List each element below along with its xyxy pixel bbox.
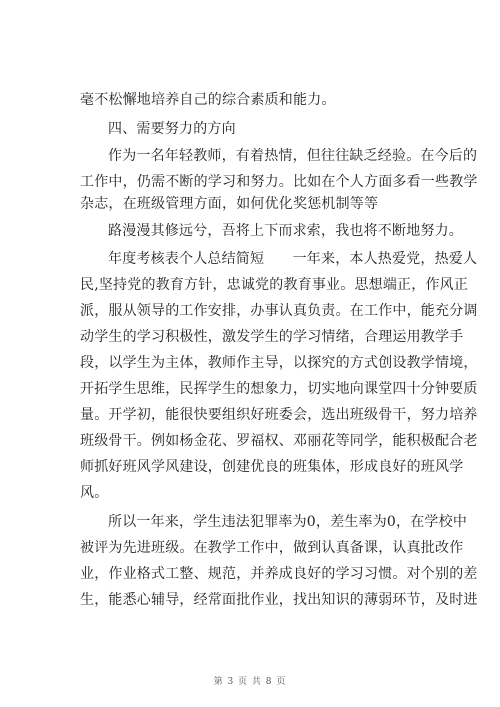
text-line-3: 作为一名年轻教师，有着热情，但往往缺乏经验。在今后的 [108,148,478,164]
text-line-13: 量。开学初，能很快要组织好班委会，选出班级骨干，努力培养 [80,407,478,423]
page-number-footer: 第 3 页 共 8 页 [213,677,287,687]
text-line-11: 段，以学生为主体，教师作主导，以探究的方式创设教学情境， [80,355,478,371]
text-line-8: 民,坚持党的教育方针，忠诚党的教育事业。思想端正，作风正 [80,277,469,293]
text-line-1: 毫不松懈地培养自己的综合素质和能力。 [80,92,336,108]
text-line-19: 业，作业格式工整、规范，并养成良好的学习习惯。对个别的差 [80,566,478,582]
text-line-17: 所以一年来，学生违法犯罪率为0，差生率为0，在学校中 [108,514,468,530]
text-line-16: 风。 [80,485,109,501]
text-line-4: 工作中，仍需不断的学习和努力。比如在个人方面多看一些教学 [80,174,478,190]
text-line-14: 班级骨干。例如杨金花、罗福权、邓丽花等同学，能积极配合老 [80,433,478,449]
text-line-20: 生，能悉心辅导，经常面批作业，找出知识的薄弱环节，及时进 [80,592,478,608]
text-line-15: 师抓好班风学风建设，创建优良的班集体，形成良好的班风学 [80,459,464,475]
text-line-12: 开拓学生思维，民挥学生的想象力，切实地向课堂四十分钟要质 [80,381,478,397]
text-line-5: 杂志，在班级管理方面，如何优化奖惩机制等等 [80,196,379,212]
text-line-9: 派，服从领导的工作安排，办事认真负责。在工作中，能充分调 [80,303,478,319]
text-line-7: 年度考核表个人总结简短 一年来，本人热爱党，热爱人 [108,251,478,267]
text-line-10: 动学生的学习积极性，激发学生的学习情绪，合理运用教学手 [80,329,464,345]
section-heading: 四、需要努力的方向 [108,121,236,137]
text-line-18: 被评为先进班级。在教学工作中，做到认真备课，认真批改作 [80,540,464,556]
text-line-6: 路漫漫其修远兮，吾将上下而求索，我也将不断地努力。 [108,223,463,239]
